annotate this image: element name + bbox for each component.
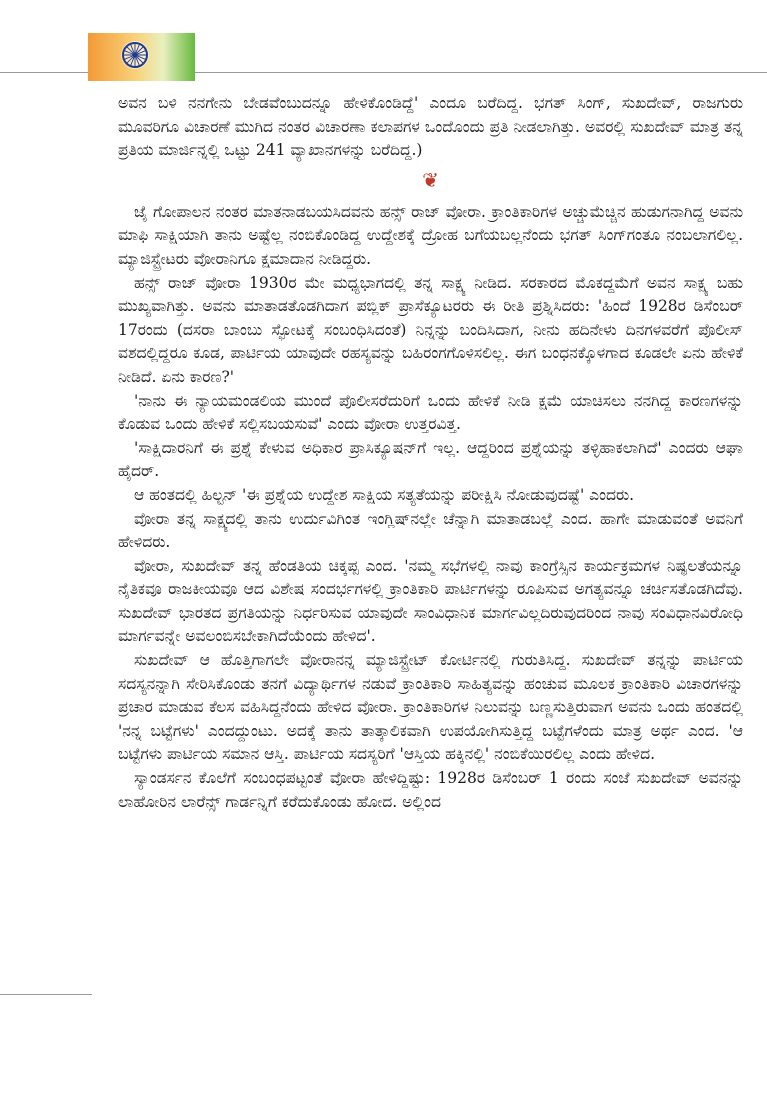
paragraph-3: ಹನ್ಸ್ ರಾಜ್ ವೋರಾ 1930ರ ಮೇ ಮಧ್ಯಭಾಗದಲ್ಲಿ ತನ್ನ ಸಾಕ್ಷ್ಯ ನೀಡಿದ. ಸರಕಾರದ ಮೊಕದ್ದಮೆಗೆ ಅವನ ಸಾಕ್ಷ್ಯ ಬಹು ಮುಖ್ಯವಾಗಿತ್ತು. ಅವನು ಮಾತಾಡತೊಡಗಿದಾಗ ಪಬ್ಲಿಕ್ ಪ್ರಾಸೆಕ್ಯೂಟರರು ಈ ರೀತಿ ಪ್ರಶ್ನಿಸಿದರು: 'ಹಿಂದೆ 1928ರ ಡಿಸೆಂಬರ್ 17ರಂದು (ದಸರಾ ಬಾಂಬು ಸ್ಫೋಟಕ್ಕೆ ಸಂಬಂಧಿಸಿದಂತೆ) ನಿನ್ನನ್ನು ಬಂದಿಸಿದಾಗ, ನೀನು ಹದಿನೇಳು ದಿನಗಳವರೆಗೆ ಪೊಲೀಸ್ ವಶದಲ್ಲಿದ್ದರೂ ಕೂಡ, ಪಾರ್ಟಿಯ ಯಾವುದೇ ರಹಸ್ಯವನ್ನು ಬಹಿರಂಗಗೊಳಿಸಲಿಲ್ಲ. ಈಗ ಬಂಧನಕ್ಕೊಳಗಾದ ಕೂಡಲೇ ಏನು ಹೇಳಿಕೆ ನೀಡಿದೆ. ಏನು ಕಾರಣ?' [118,273,743,386]
page-body [118,92,743,814]
ashoka-chakra-icon [123,43,147,67]
paragraph-10: ಸ್ಯಾಂಡರ್ಸನ ಕೊಲೆಗೆ ಸಂಬಂಧಪಟ್ಟಂತೆ ವೋರಾ ಹೇಳಿದ್ದಿಷ್ಟು: 1928ರ ಡಿಸೆಂಬರ್ 1 ರಂದು ಸಂಜೆ ಸುಖದೇವ್ ಅವನನ್ನು ಲಾಹೋರಿನ ಲಾರೆನ್ಸ್ ಗಾರ್ಡನ್ನಿಗೆ ಕರೆದುಕೊಂಡು ಹೋದ. ಅಲ್ಲಿಂದ [118,769,743,811]
paragraph-7: ವೋರಾ ತನ್ನ ಸಾಕ್ಷ್ಯದಲ್ಲಿ ತಾನು ಉರ್ದುವಿಗಿಂತ ಇಂಗ್ಲಿಷ್‌ನಲ್ಲೇ ಚೆನ್ನಾಗಿ ಮಾತಾಡಬಲ್ಲೆ ಎಂದ. ಹಾಗೇ ಮಾಡುವಂತೆ ಅವನಿಗೆ ಹೇಳಿದರು. [118,509,743,552]
paragraph-8: ವೋರಾ, ಸುಖದೇವ್ ತನ್ನ ಹೆಂಡತಿಯ ಚಿಕ್ಕಪ್ಪ ಎಂದ. 'ನಮ್ಮ ಸಭೆಗಳಲ್ಲಿ ನಾವು ಕಾಂಗ್ರೆಸ್ಸಿನ ಕಾರ್ಯಕ್ರಮಗಳ ನಿಷ್ಫಲತೆಯನ್ನೂ ನೈತಿಕವೂ ರಾಜಕೀಯವೂ ಆದ ವಿಶೇಷ ಸಂದರ್ಭಗಳಲ್ಲಿ ಕ್ರಾಂತಿಕಾರಿ ಪಾರ್ಟಿಗಳನ್ನು ರೂಪಿಸುವ ಅಗತ್ಯವನ್ನೂ ಚರ್ಚಿಸತೊಡಗಿದೆವು. ಸುಖದೇವ್ ಭಾರತದ ಪ್ರಗತಿಯನ್ನು ನಿರ್ಧರಿಸುವ ಯಾವುದೇ ಸಾಂವಿಧಾನಿಕ ಮಾರ್ಗವಿಲ್ಲದಿರುವುದರಿಂದ ನಾವು ಸಂವಿಧಾನವಿರೋಧಿ ಮಾರ್ಗವನ್ನೇ ಅವಲಂಬಿಸಬೇಕಾಗಿದೆಯೆಂದು ಹೇಳಿದ'. [118,556,743,646]
paragraph-2: ಜೈ ಗೋಪಾಲನ ನಂತರ ಮಾತನಾಡಬಯಸಿದವನು ಹನ್ಸ್ ರಾಜ್ ವೋರಾ. ಕ್ರಾಂತಿಕಾರಿಗಳ ಅಚ್ಚುಮೆಚ್ಚಿನ ಹುಡುಗನಾಗಿದ್ದ ಅವನು ಮಾಫಿ ಸಾಕ್ಷಿಯಾಗಿ ತಾನು ಅಷ್ಟೆಲ್ಲ ನಂಬಿಕೊಂಡಿದ್ದ ಉದ್ದೇಶಕ್ಕೆ ದ್ರೋಹ ಬಗೆಯಬಲ್ಲನೆಂದು ಭಗತ್ ಸಿಂಗ್‌ಗಂತೂ ನಂಬಲಾಗಲಿಲ್ಲ. ಮ್ಯಾಜಿಸ್ಟ್ರೇಟರು ವೋರಾನಿಗೂ ಕ್ಷಮಾದಾನ ನೀಡಿದ್ದರು. [118,202,743,268]
paragraph-5: 'ಸಾಕ್ಷಿದಾರನಿಗೆ ಈ ಪ್ರಶ್ನೆ ಕೇಳುವ ಅಧಿಕಾರ ಪ್ರಾಸಿಕ್ಯೂಷನ್‌ಗೆ ಇಲ್ಲ. ಆದ್ದರಿಂದ ಪ್ರಶ್ನೆಯನ್ನು ತಳ್ಳಿಹಾಕಲಾಗಿದೆ' ಎಂದರು ಆಘಾ ಹೈದರ್. [118,438,743,481]
footer-rule [0,994,92,995]
paragraph-4: 'ನಾನು ಈ ನ್ಯಾಯಮಂಡಲಿಯ ಮುಂದೆ ಪೊಲೀಸರೆದುರಿಗೆ ಒಂದು ಹೇಳಿಕೆ ನೀಡಿ ಕ್ಷಮೆ ಯಾಚಿಸಲು ನನಗಿದ್ದ ಕಾರಣಗಳನ್ನು ಕೊಡುವ ಒಂದು ಹೇಳಿಕೆ ಸಲ್ಲಿಸಬಯಸುವೆ' ಎಂದು ವೋರಾ ಉತ್ತರವಿತ್ತ. [118,391,743,434]
header-rule-right [195,72,767,73]
flag-chakra-logo [88,33,195,81]
paragraph-6: ಆ ಹಂತದಲ್ಲಿ ಹಿಲ್ಟನ್ 'ಈ ಪ್ರಶ್ನೆಯ ಉದ್ದೇಶ ಸಾಕ್ಷಿಯ ಸತ್ಯತೆಯನ್ನು ಪರೀಕ್ಷಿಸಿ ನೋಡುವುದಷ್ಟೆ' ಎಂದರು. [134,485,635,504]
paragraph-1: ಅವನ ಬಳಿ ನನಗೇನು ಬೇಡವೆಂಬುದನ್ನೂ ಹೇಳಿಕೊಂಡಿದ್ದೆ' ಎಂದೂ ಬರೆದಿದ್ದ. ಭಗತ್ ಸಿಂಗ್, ಸುಖದೇವ್, ರಾಜಗುರು ಮೂವರಿಗೂ ವಿಚಾರಣೆ ಮುಗಿದ ನಂತರ ವಿಚಾರಣಾ ಕಲಾಪಗಳ ಒಂದೊಂದು ಪ್ರತಿ ನೀಡಲಾಗಿತ್ತು. ಅವರಲ್ಲಿ ಸುಖದೇವ್ ಮಾತ್ರ ತನ್ನ ಪ್ರತಿಯ ಮಾರ್ಜಿನ್ನಲ್ಲಿ ಒಟ್ಟು 241 ವ್ಯಾಖಾನಗಳನ್ನು ಬರೆದಿದ್ದ.) [118,94,743,160]
header-rule-left [0,72,90,73]
section-divider-flourish: ❦ [422,167,439,192]
paragraph-9: ಸುಖದೇವ್ ಆ ಹೊತ್ತಿಗಾಗಲೇ ವೋರಾನನ್ನ ಮ್ಯಾಜಿಸ್ಟ್ರೇಟ್ ಕೋರ್ಟಿನಲ್ಲಿ ಗುರುತಿಸಿದ್ದ. ಸುಖದೇವ್ ತನ್ನನ್ನು ಪಾರ್ಟಿಯ ಸದಸ್ಯನನ್ನಾಗಿ ಸೇರಿಸಿಕೊಂಡು ತನಗೆ ವಿದ್ಯಾರ್ಥಿಗಳ ನಡುವೆ ಕ್ರಾಂತಿಕಾರಿ ಸಾಹಿತ್ಯವನ್ನು ಹಂಚುವ ಮೂಲಕ ಕ್ರಾಂತಿಕಾರಿ ವಿಚಾರಗಳನ್ನು ಪ್ರಚಾರ ಮಾಡುವ ಕೆಲಸ ವಹಿಸಿದ್ದನೆಂದು ಹೇಳಿದ ವೋರಾ. ಕ್ರಾಂತಿಕಾರಿಗಳ ನಿಲುವನ್ನು ಬಣ್ಣಸುತ್ತಿರುವಾಗ ಅವನು ಒಂದು ಹಂತದಲ್ಲಿ 'ನನ್ನ ಬಟ್ಟೆಗಳು' ಎಂದದ್ದುಂಟು. ಅದಕ್ಕೆ ತಾನು ತಾತ್ಕಾಲಿಕವಾಗಿ ಉಪಯೋಗಿಸುತ್ತಿದ್ದ ಬಟ್ಟೆಗಳೆಂದು ಮಾತ್ರ ಅರ್ಥ ಎಂದ. 'ಆ ಬಟ್ಟೆಗಳು ಪಾರ್ಟಿಯ ಸಮಾನ ಆಸ್ತಿ. ಪಾರ್ಟಿಯ ಸದಸ್ಯರಿಗೆ 'ಆಸ್ತಿಯ ಹಕ್ಕಿನಲ್ಲಿ' ನಂಬಿಕೆಯಿರಲಿಲ್ಲ ಎಂದು ಹೇಳಿದ. [118,651,743,764]
